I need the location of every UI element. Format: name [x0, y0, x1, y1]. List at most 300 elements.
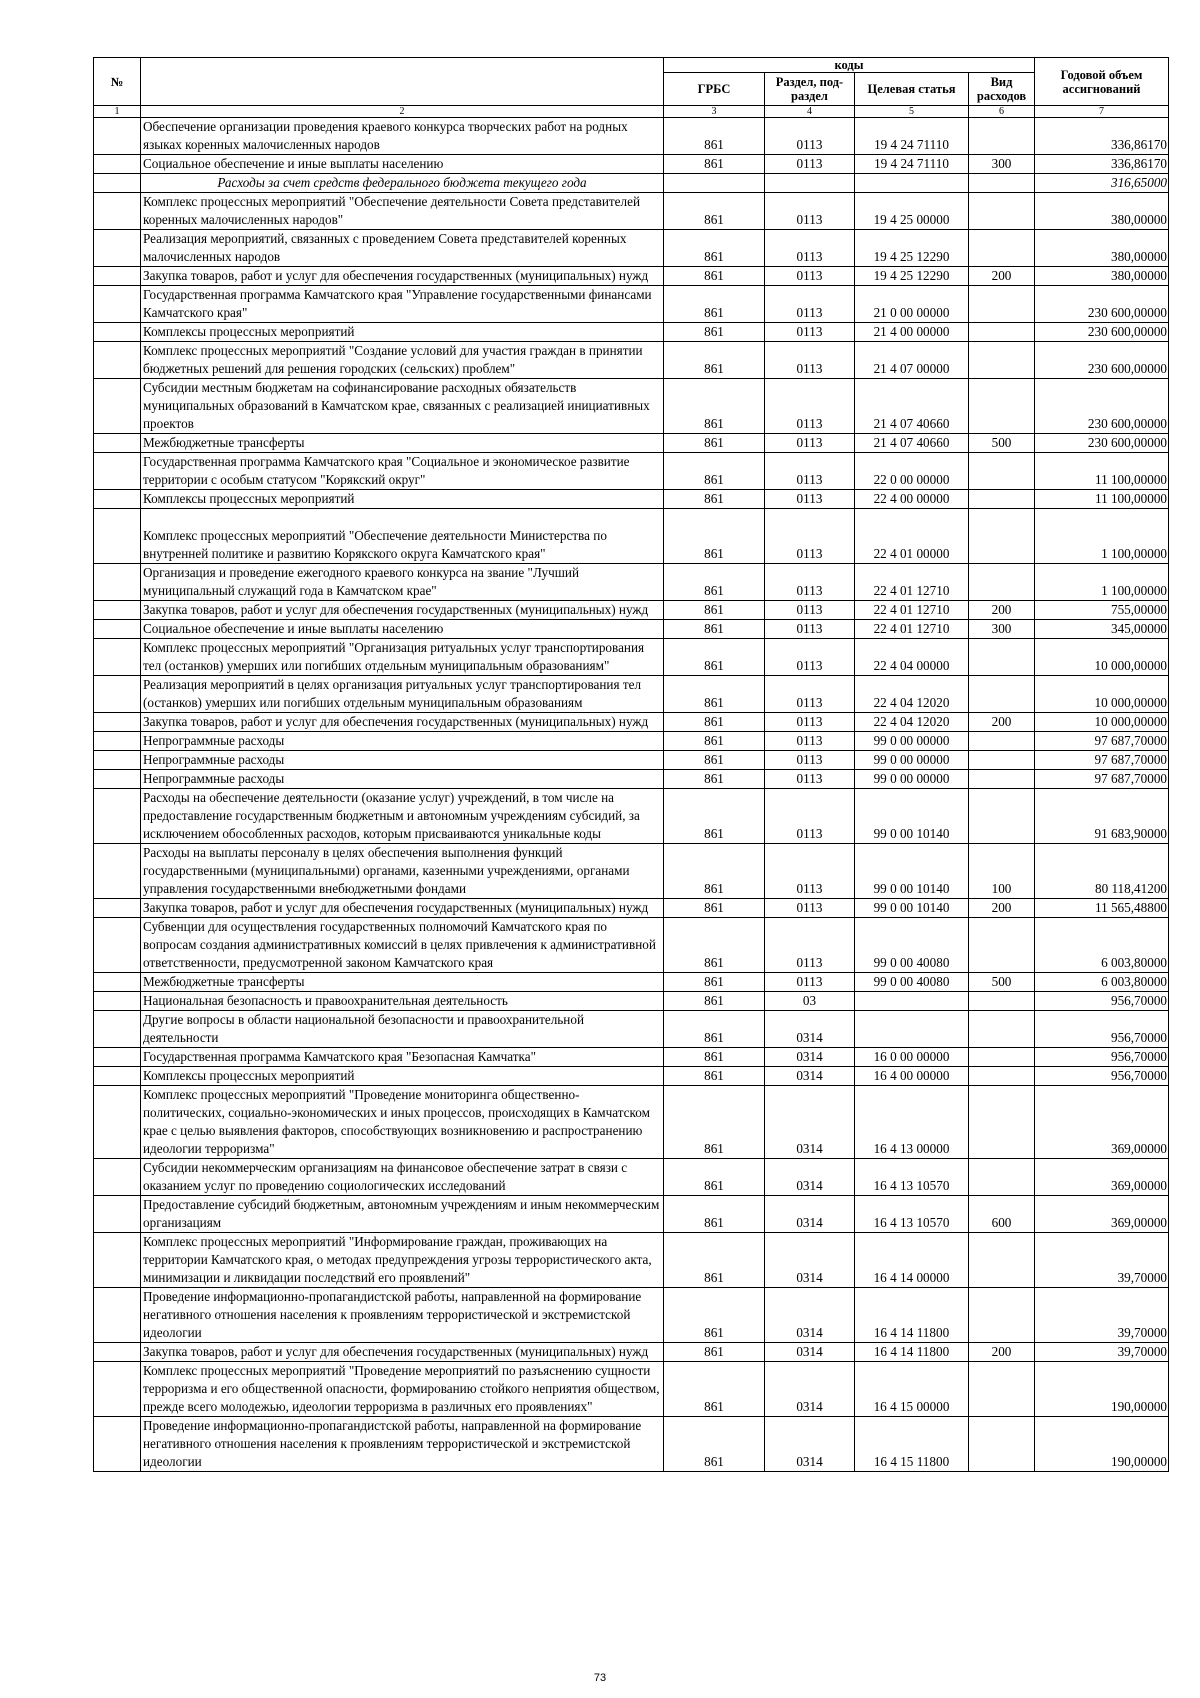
table-row	[94, 789, 1169, 844]
cell-section: 0314	[765, 1362, 855, 1417]
cell-name: Закупка товаров, работ и услуг для обеспечения государственных (муниципальных) нужд	[141, 1343, 664, 1362]
cell-target	[855, 174, 969, 193]
cell-grbs: 861	[664, 286, 765, 323]
cell-grbs: 861	[664, 379, 765, 434]
cell-grbs: 861	[664, 434, 765, 453]
cell-kind	[969, 509, 1035, 564]
table-body	[94, 118, 1169, 1472]
header-target: Целевая статья	[855, 73, 969, 106]
cell-section: 0113	[765, 118, 855, 155]
cell-grbs: 861	[664, 732, 765, 751]
cell-row-number	[94, 286, 141, 323]
cell-kind: 300	[969, 155, 1035, 174]
cell-name: Субсидии некоммерческим организациям на финансовое обеспечение затрат в связи с оказанием услуг по проведению социологических исследований	[141, 1159, 664, 1196]
cell-row-number	[94, 918, 141, 973]
cell-section: 0113	[765, 639, 855, 676]
cell-amount: 91 683,90000	[1035, 789, 1169, 844]
cell-section: 0113	[765, 918, 855, 973]
table-row	[94, 732, 1169, 751]
cell-grbs: 861	[664, 155, 765, 174]
cell-target: 19 4 25 12290	[855, 230, 969, 267]
header-grbs: ГРБС	[664, 73, 765, 106]
cell-name: Субвенции для осуществления государственных полномочий Камчатского края по вопросам создания административных комиссий в целях привлечения к административной ответственности, предусмотренной законом Камчатского края	[141, 918, 664, 973]
cell-name: Комплекс процессных мероприятий "Создание условий для участия граждан в принятии бюджетных решений для решения городских (сельских) проблем"	[141, 342, 664, 379]
cell-amount: 956,70000	[1035, 1067, 1169, 1086]
cell-name: Межбюджетные трансферты	[141, 434, 664, 453]
table-row	[94, 118, 1169, 155]
cell-grbs: 861	[664, 789, 765, 844]
cell-grbs: 861	[664, 1343, 765, 1362]
cell-kind	[969, 174, 1035, 193]
cell-section: 0314	[765, 1011, 855, 1048]
cell-grbs: 861	[664, 601, 765, 620]
cell-row-number	[94, 155, 141, 174]
table-row	[94, 1233, 1169, 1288]
cell-section: 0314	[765, 1288, 855, 1343]
cell-amount: 369,00000	[1035, 1086, 1169, 1159]
cell-target: 99 0 00 00000	[855, 751, 969, 770]
cell-amount: 39,70000	[1035, 1233, 1169, 1288]
cell-amount: 39,70000	[1035, 1288, 1169, 1343]
cell-name: Комплексы процессных мероприятий	[141, 490, 664, 509]
cell-amount: 1 100,00000	[1035, 509, 1169, 564]
cell-row-number	[94, 732, 141, 751]
cell-amount: 230 600,00000	[1035, 286, 1169, 323]
cell-name: Национальная безопасность и правоохранительная деятельность	[141, 992, 664, 1011]
cell-grbs: 861	[664, 899, 765, 918]
table-row	[94, 844, 1169, 899]
cell-kind	[969, 751, 1035, 770]
cell-target: 22 4 04 00000	[855, 639, 969, 676]
cell-target: 22 4 04 12020	[855, 676, 969, 713]
cell-name: Организация и проведение ежегодного краевого конкурса на звание "Лучший муниципальный служащий года в Камчатском крае"	[141, 564, 664, 601]
header-section: Раздел, под-раздел	[765, 73, 855, 106]
cell-name: Комплекс процессных мероприятий "Организация ритуальных услуг транспортирования тел (останков) умерших или погибших отдельным муниципальным образованиям"	[141, 639, 664, 676]
cell-section: 0113	[765, 676, 855, 713]
cell-name: Закупка товаров, работ и услуг для обеспечения государственных (муниципальных) нужд	[141, 899, 664, 918]
cell-section: 0113	[765, 193, 855, 230]
cell-row-number	[94, 1362, 141, 1417]
cell-kind	[969, 918, 1035, 973]
cell-kind: 200	[969, 899, 1035, 918]
cell-section: 0314	[765, 1233, 855, 1288]
cell-name: Расходы за счет средств федерального бюджета текущего года	[141, 174, 664, 193]
cell-name: Социальное обеспечение и иные выплаты населению	[141, 155, 664, 174]
cell-grbs: 861	[664, 1288, 765, 1343]
cell-target: 21 0 00 00000	[855, 286, 969, 323]
cell-target: 21 4 07 00000	[855, 342, 969, 379]
cell-amount: 336,86170	[1035, 155, 1169, 174]
cell-row-number	[94, 713, 141, 732]
cell-name: Непрограммные расходы	[141, 751, 664, 770]
cell-amount: 380,00000	[1035, 193, 1169, 230]
cell-target: 16 4 15 00000	[855, 1362, 969, 1417]
cell-kind	[969, 1048, 1035, 1067]
col-number: 5	[855, 106, 969, 118]
cell-grbs: 861	[664, 230, 765, 267]
cell-grbs: 861	[664, 992, 765, 1011]
cell-kind: 200	[969, 601, 1035, 620]
table-row	[94, 267, 1169, 286]
header-row-top	[94, 58, 1169, 73]
cell-section: 0314	[765, 1417, 855, 1472]
cell-target: 16 4 14 00000	[855, 1233, 969, 1288]
cell-row-number	[94, 1159, 141, 1196]
cell-grbs: 861	[664, 1048, 765, 1067]
cell-row-number	[94, 1417, 141, 1472]
cell-grbs: 861	[664, 751, 765, 770]
cell-kind	[969, 1067, 1035, 1086]
table-row	[94, 1067, 1169, 1086]
table-row	[94, 601, 1169, 620]
cell-amount: 10 000,00000	[1035, 713, 1169, 732]
cell-amount: 97 687,70000	[1035, 770, 1169, 789]
cell-amount: 369,00000	[1035, 1159, 1169, 1196]
cell-target: 22 4 01 12710	[855, 601, 969, 620]
cell-kind	[969, 490, 1035, 509]
cell-section: 0113	[765, 509, 855, 564]
cell-section: 0113	[765, 732, 855, 751]
cell-grbs: 861	[664, 453, 765, 490]
cell-grbs: 861	[664, 1196, 765, 1233]
cell-target: 99 0 00 40080	[855, 918, 969, 973]
cell-target: 16 4 14 11800	[855, 1343, 969, 1362]
cell-amount: 10 000,00000	[1035, 639, 1169, 676]
cell-kind	[969, 1159, 1035, 1196]
cell-row-number	[94, 1288, 141, 1343]
cell-kind: 200	[969, 713, 1035, 732]
header-num: №	[94, 58, 141, 106]
cell-amount: 369,00000	[1035, 1196, 1169, 1233]
cell-kind	[969, 1288, 1035, 1343]
cell-target: 16 4 13 00000	[855, 1086, 969, 1159]
cell-row-number	[94, 789, 141, 844]
cell-target: 22 4 01 00000	[855, 509, 969, 564]
cell-target: 21 4 00 00000	[855, 323, 969, 342]
cell-section: 0314	[765, 1343, 855, 1362]
cell-kind: 500	[969, 973, 1035, 992]
table-row	[94, 620, 1169, 639]
cell-section: 0314	[765, 1048, 855, 1067]
cell-target: 99 0 00 00000	[855, 732, 969, 751]
cell-row-number	[94, 490, 141, 509]
cell-kind	[969, 639, 1035, 676]
cell-amount: 230 600,00000	[1035, 379, 1169, 434]
cell-grbs: 861	[664, 639, 765, 676]
cell-kind	[969, 564, 1035, 601]
cell-name: Непрограммные расходы	[141, 770, 664, 789]
cell-amount: 1 100,00000	[1035, 564, 1169, 601]
table-row	[94, 1011, 1169, 1048]
cell-section: 0113	[765, 770, 855, 789]
cell-amount: 6 003,80000	[1035, 973, 1169, 992]
cell-section: 0314	[765, 1196, 855, 1233]
table-row	[94, 770, 1169, 789]
cell-target: 16 0 00 00000	[855, 1048, 969, 1067]
col-number: 6	[969, 106, 1035, 118]
cell-amount: 11 565,48800	[1035, 899, 1169, 918]
cell-grbs: 861	[664, 844, 765, 899]
cell-target	[855, 992, 969, 1011]
cell-grbs: 861	[664, 918, 765, 973]
cell-row-number	[94, 1233, 141, 1288]
cell-target: 16 4 13 10570	[855, 1196, 969, 1233]
table-row	[94, 1048, 1169, 1067]
table-row	[94, 1196, 1169, 1233]
table-row	[94, 1159, 1169, 1196]
cell-grbs: 861	[664, 193, 765, 230]
cell-name: Государственная программа Камчатского края "Социальное и экономическое развитие территории с особым статусом "Корякский округ"	[141, 453, 664, 490]
cell-name: Субсидии местным бюджетам на софинансирование расходных обязательств муниципальных образований в Камчатском крае, связанных с реализацией инициативных проектов	[141, 379, 664, 434]
cell-section: 0314	[765, 1159, 855, 1196]
cell-amount: 97 687,70000	[1035, 751, 1169, 770]
cell-amount: 380,00000	[1035, 230, 1169, 267]
cell-name: Комплекс процессных мероприятий "Обеспечение деятельности Министерства по внутренней политике и развитию Корякского округа Камчатского края"	[141, 509, 664, 564]
table-row	[94, 676, 1169, 713]
cell-row-number	[94, 751, 141, 770]
cell-section: 0113	[765, 899, 855, 918]
cell-target: 22 4 01 12710	[855, 564, 969, 601]
cell-amount: 39,70000	[1035, 1343, 1169, 1362]
table-row	[94, 1362, 1169, 1417]
cell-grbs: 861	[664, 676, 765, 713]
cell-target: 16 4 15 11800	[855, 1417, 969, 1472]
cell-name: Комплекс процессных мероприятий "Проведение мониторинга общественно-политических, социально-экономических и иных процессов, происходящих в Камчатском крае с целью выявления факторов, способствующих возникновению и распространению идеологии терроризма"	[141, 1086, 664, 1159]
cell-section	[765, 174, 855, 193]
col-number: 1	[94, 106, 141, 118]
cell-row-number	[94, 973, 141, 992]
cell-row-number	[94, 770, 141, 789]
cell-amount: 230 600,00000	[1035, 434, 1169, 453]
cell-target: 99 0 00 10140	[855, 844, 969, 899]
cell-section: 0113	[765, 323, 855, 342]
cell-row-number	[94, 323, 141, 342]
cell-name: Реализация мероприятий, связанных с проведением Совета представителей коренных малочисленных народов	[141, 230, 664, 267]
cell-row-number	[94, 267, 141, 286]
cell-name: Проведение информационно-пропагандистской работы, направленной на формирование негативного отношения населения к проявлениям террористической и экстремистской идеологии	[141, 1417, 664, 1472]
cell-name: Закупка товаров, работ и услуг для обеспечения государственных (муниципальных) нужд	[141, 601, 664, 620]
cell-target: 99 0 00 40080	[855, 973, 969, 992]
cell-target: 22 4 00 00000	[855, 490, 969, 509]
cell-name: Государственная программа Камчатского края "Безопасная Камчатка"	[141, 1048, 664, 1067]
cell-row-number	[94, 1196, 141, 1233]
cell-row-number	[94, 1086, 141, 1159]
table-row	[94, 639, 1169, 676]
table-row	[94, 490, 1169, 509]
cell-amount: 80 118,41200	[1035, 844, 1169, 899]
cell-target: 22 4 04 12020	[855, 713, 969, 732]
cell-target: 21 4 07 40660	[855, 379, 969, 434]
table-row	[94, 751, 1169, 770]
cell-row-number	[94, 844, 141, 899]
cell-kind	[969, 193, 1035, 230]
cell-kind	[969, 323, 1035, 342]
cell-amount: 11 100,00000	[1035, 490, 1169, 509]
cell-grbs: 861	[664, 713, 765, 732]
cell-grbs: 861	[664, 1159, 765, 1196]
cell-row-number	[94, 676, 141, 713]
cell-section: 0314	[765, 1086, 855, 1159]
cell-amount: 230 600,00000	[1035, 323, 1169, 342]
cell-kind: 500	[969, 434, 1035, 453]
cell-kind	[969, 286, 1035, 323]
cell-row-number	[94, 992, 141, 1011]
cell-row-number	[94, 601, 141, 620]
header-kind: Вид расходов	[969, 73, 1035, 106]
cell-amount: 190,00000	[1035, 1362, 1169, 1417]
cell-name: Комплекс процессных мероприятий "Обеспечение деятельности Совета представителей коренных малочисленных народов"	[141, 193, 664, 230]
cell-grbs: 861	[664, 1086, 765, 1159]
col-number: 7	[1035, 106, 1169, 118]
cell-kind	[969, 732, 1035, 751]
table-row	[94, 713, 1169, 732]
budget-table	[93, 57, 1169, 1472]
cell-name: Государственная программа Камчатского края "Управление государственными финансами Камчатского края"	[141, 286, 664, 323]
cell-name: Обеспечение организации проведения краевого конкурса творческих работ на родных языках коренных малочисленных народов	[141, 118, 664, 155]
col-number: 4	[765, 106, 855, 118]
cell-row-number	[94, 342, 141, 379]
table-row	[94, 1086, 1169, 1159]
cell-grbs: 861	[664, 490, 765, 509]
cell-grbs: 861	[664, 770, 765, 789]
cell-grbs: 861	[664, 1011, 765, 1048]
cell-name: Комплекс процессных мероприятий "Проведение мероприятий по разъяснению сущности терроризма и его общественной опасности, формированию стойкого неприятия обществом, прежде всего молодежью, идеологии терроризма в различных его проявлениях"	[141, 1362, 664, 1417]
table-row	[94, 286, 1169, 323]
cell-row-number	[94, 1048, 141, 1067]
cell-row-number	[94, 620, 141, 639]
cell-target: 22 0 00 00000	[855, 453, 969, 490]
cell-kind	[969, 230, 1035, 267]
table-row	[94, 342, 1169, 379]
cell-target	[855, 1011, 969, 1048]
cell-name: Закупка товаров, работ и услуг для обеспечения государственных (муниципальных) нужд	[141, 267, 664, 286]
table-row	[94, 230, 1169, 267]
cell-grbs: 861	[664, 1417, 765, 1472]
table-row	[94, 992, 1169, 1011]
table-row-note	[94, 174, 1169, 193]
cell-row-number	[94, 453, 141, 490]
cell-section: 03	[765, 992, 855, 1011]
page-number: 73	[593, 1672, 607, 1684]
cell-grbs: 861	[664, 1067, 765, 1086]
table-row	[94, 323, 1169, 342]
cell-name: Социальное обеспечение и иные выплаты населению	[141, 620, 664, 639]
cell-grbs: 861	[664, 323, 765, 342]
cell-amount: 336,86170	[1035, 118, 1169, 155]
cell-section: 0113	[765, 620, 855, 639]
cell-section: 0113	[765, 379, 855, 434]
cell-section: 0314	[765, 1067, 855, 1086]
cell-kind	[969, 1417, 1035, 1472]
table-row	[94, 1343, 1169, 1362]
table-row	[94, 379, 1169, 434]
cell-section: 0113	[765, 490, 855, 509]
cell-name: Непрограммные расходы	[141, 732, 664, 751]
cell-kind	[969, 118, 1035, 155]
header-amount: Годовой объем ассигнований	[1035, 58, 1169, 106]
cell-target: 19 4 24 71110	[855, 118, 969, 155]
cell-target: 99 0 00 00000	[855, 770, 969, 789]
cell-target: 21 4 07 40660	[855, 434, 969, 453]
cell-row-number	[94, 899, 141, 918]
cell-target: 16 4 00 00000	[855, 1067, 969, 1086]
cell-name: Реализация мероприятий в целях организация ритуальных услуг транспортирования тел (останков) умерших или погибших отдельным муниципальным образованиям	[141, 676, 664, 713]
cell-section: 0113	[765, 342, 855, 379]
cell-section: 0113	[765, 453, 855, 490]
cell-row-number	[94, 564, 141, 601]
cell-target: 16 4 13 10570	[855, 1159, 969, 1196]
cell-section: 0113	[765, 789, 855, 844]
table-row	[94, 509, 1169, 564]
cell-grbs: 861	[664, 973, 765, 992]
cell-row-number	[94, 509, 141, 564]
cell-target: 22 4 01 12710	[855, 620, 969, 639]
cell-target: 19 4 25 00000	[855, 193, 969, 230]
table-row	[94, 1288, 1169, 1343]
cell-row-number	[94, 193, 141, 230]
cell-kind: 200	[969, 267, 1035, 286]
cell-grbs	[664, 174, 765, 193]
table-row	[94, 453, 1169, 490]
cell-target: 16 4 14 11800	[855, 1288, 969, 1343]
cell-kind	[969, 1233, 1035, 1288]
cell-target: 19 4 24 71110	[855, 155, 969, 174]
cell-row-number	[94, 379, 141, 434]
budget-table-container	[93, 57, 1168, 1472]
cell-kind: 600	[969, 1196, 1035, 1233]
table-row	[94, 564, 1169, 601]
cell-kind	[969, 1362, 1035, 1417]
cell-grbs: 861	[664, 620, 765, 639]
cell-section: 0113	[765, 751, 855, 770]
cell-amount: 345,00000	[1035, 620, 1169, 639]
cell-section: 0113	[765, 267, 855, 286]
cell-amount: 755,00000	[1035, 601, 1169, 620]
cell-name: Закупка товаров, работ и услуг для обеспечения государственных (муниципальных) нужд	[141, 713, 664, 732]
cell-name: Комплексы процессных мероприятий	[141, 323, 664, 342]
cell-target: 99 0 00 10140	[855, 789, 969, 844]
cell-row-number	[94, 1343, 141, 1362]
cell-section: 0113	[765, 973, 855, 992]
table-row	[94, 973, 1169, 992]
cell-section: 0113	[765, 155, 855, 174]
cell-row-number	[94, 118, 141, 155]
table-row	[94, 1417, 1169, 1472]
col-number: 3	[664, 106, 765, 118]
cell-kind	[969, 992, 1035, 1011]
cell-row-number	[94, 434, 141, 453]
cell-row-number	[94, 174, 141, 193]
cell-amount: 380,00000	[1035, 267, 1169, 286]
cell-kind	[969, 453, 1035, 490]
cell-name: Комплексы процессных мероприятий	[141, 1067, 664, 1086]
cell-section: 0113	[765, 564, 855, 601]
cell-amount: 316,65000	[1035, 174, 1169, 193]
cell-section: 0113	[765, 601, 855, 620]
cell-section: 0113	[765, 230, 855, 267]
table-row	[94, 193, 1169, 230]
cell-row-number	[94, 639, 141, 676]
cell-kind: 200	[969, 1343, 1035, 1362]
cell-kind	[969, 1011, 1035, 1048]
cell-kind	[969, 789, 1035, 844]
cell-section: 0113	[765, 286, 855, 323]
cell-amount: 956,70000	[1035, 1048, 1169, 1067]
cell-amount: 956,70000	[1035, 992, 1169, 1011]
cell-grbs: 861	[664, 342, 765, 379]
cell-grbs: 861	[664, 118, 765, 155]
cell-target: 19 4 25 12290	[855, 267, 969, 286]
